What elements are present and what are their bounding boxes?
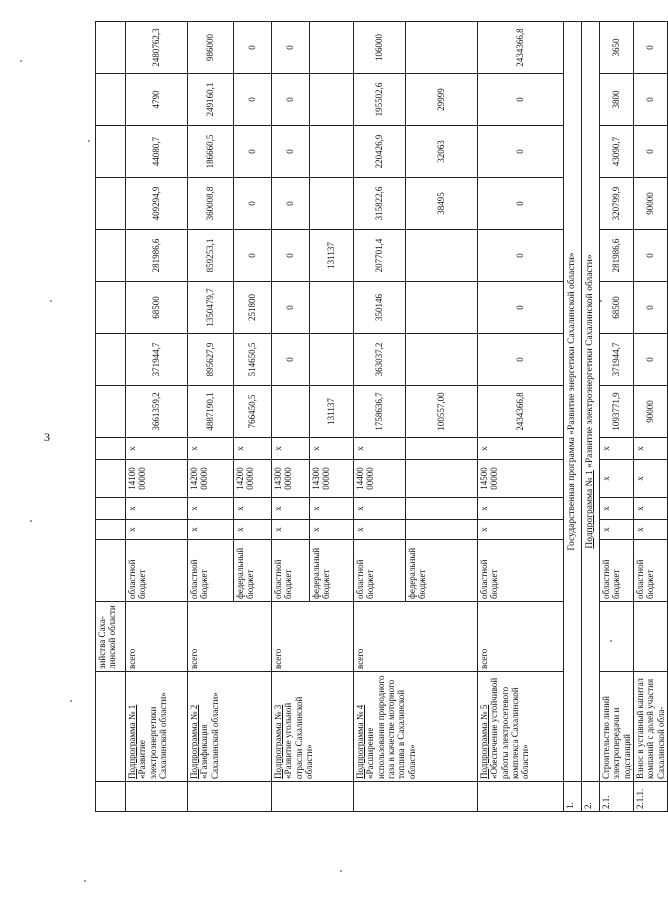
amount-cell: 0 — [634, 126, 668, 178]
amount-cell: 44080,7 — [126, 126, 188, 178]
code-cell: x — [188, 520, 234, 540]
amount-cell: 32063 — [406, 126, 478, 178]
code-cell: x — [634, 520, 668, 540]
amount-cell: 895627,9 — [188, 334, 234, 386]
row-number — [188, 782, 272, 812]
amount-cell: 68500 — [126, 282, 188, 334]
table-row — [126, 22, 188, 812]
amount-cell: 0 — [634, 334, 668, 386]
table-body — [96, 22, 668, 812]
amount-cell: 90000 — [634, 386, 668, 438]
code-cell — [406, 498, 478, 520]
code-cell: x — [310, 520, 354, 540]
amount-cell — [272, 386, 310, 438]
coexecutor-cell: всего — [478, 602, 564, 672]
row-number: 2.1. — [600, 782, 634, 812]
program-heading — [582, 22, 600, 782]
program-heading-text: Государственная программа «Развитие энергетики Сахалинской области» — [567, 252, 578, 551]
amount-cell — [406, 22, 478, 74]
code-cell: x — [354, 438, 406, 460]
amount-cell: 409294,9 — [126, 178, 188, 230]
table-row — [96, 22, 126, 812]
amount-cell: 1350479,7 — [188, 282, 234, 334]
amount-cell: 766450,5 — [234, 386, 272, 438]
scan-speck — [88, 140, 90, 142]
code-cell: x — [310, 438, 354, 460]
amount-cell: 371944,7 — [126, 334, 188, 386]
subprogram-name — [354, 672, 478, 782]
amount-cell: 251800 — [234, 282, 272, 334]
scan-speck — [70, 700, 72, 702]
funding-source: федеральный бюджет — [234, 540, 272, 602]
code-cell — [406, 520, 478, 540]
scan-speck — [610, 640, 612, 642]
code-cell: x — [234, 520, 272, 540]
amount-cell: 0 — [272, 334, 310, 386]
row-number: 1. — [564, 782, 582, 812]
code-cell: x — [272, 520, 310, 540]
code-cell — [406, 438, 478, 460]
funding-source: областной бюджет — [272, 540, 310, 602]
amount-cell: 0 — [478, 126, 564, 178]
code-cell: x — [600, 520, 634, 540]
code-cell: x — [126, 498, 188, 520]
amount-cell: 0 — [634, 74, 668, 126]
amount-cell: 360008,8 — [188, 178, 234, 230]
code-cell: x — [354, 498, 406, 520]
amount-cell: 4790 — [126, 74, 188, 126]
amount-cell: 0 — [478, 74, 564, 126]
subprogram-label: Подпрограмма № 5 — [479, 704, 489, 779]
budget-code: x — [634, 460, 668, 498]
funding-source: областной бюджет — [354, 540, 406, 602]
amount-cell: 859253,1 — [188, 230, 234, 282]
amount-cell: 350146 — [354, 282, 406, 334]
amount-cell: 0 — [478, 282, 564, 334]
table-row — [564, 22, 582, 812]
measure-name: Строительство линий электропередачи и подстанций — [600, 672, 634, 782]
budget-code: 14300 00000 — [272, 460, 310, 498]
coexecutor-cell — [634, 602, 668, 672]
table-row — [354, 22, 406, 812]
scan-speck — [84, 880, 86, 882]
table-row — [272, 22, 310, 812]
header-fragment: зийства Саха- линской области — [96, 602, 126, 672]
amount-cell: 0 — [234, 74, 272, 126]
code-cell: x — [634, 498, 668, 520]
scan-speck — [20, 60, 22, 62]
amount-cell: 2480762,3 — [126, 22, 188, 74]
subprogram-name — [478, 672, 564, 782]
coexecutor-cell: всего — [126, 602, 188, 672]
table-row — [582, 22, 600, 812]
amount-cell: 131137 — [310, 386, 354, 438]
amount-cell: 281986,6 — [126, 230, 188, 282]
budget-code: 14200 00000 — [234, 460, 272, 498]
code-cell: x — [234, 438, 272, 460]
amount-cell — [310, 126, 354, 178]
row-number: 2.1.1. — [634, 782, 668, 812]
amount-cell: 2434366,8 — [478, 386, 564, 438]
program-heading-text: «Развитие электроэнергетики Сахалинской области» — [585, 254, 596, 471]
amount-cell: 207701,4 — [354, 230, 406, 282]
amount-cell: 0 — [634, 282, 668, 334]
funding-source: областной бюджет — [188, 540, 234, 602]
subprogram-name — [188, 672, 272, 782]
row-number — [272, 782, 354, 812]
amount-cell: 2434366,8 — [478, 22, 564, 74]
subprogram-title: «Развитие электроэнергетики Сахалинской области» — [137, 692, 169, 779]
amount-cell: 3650 — [600, 22, 634, 74]
coexecutor-cell: всего — [272, 602, 354, 672]
subprogram-label: Подпрограмма № 4 — [355, 704, 365, 779]
amount-cell: 131137 — [310, 230, 354, 282]
amount-cell: 0 — [234, 230, 272, 282]
code-cell: x — [126, 438, 188, 460]
amount-cell: 0 — [234, 126, 272, 178]
row-number — [478, 782, 564, 812]
amount-cell: 0 — [634, 230, 668, 282]
program-heading — [564, 22, 582, 782]
scan-speck — [600, 300, 602, 302]
table-row — [600, 22, 634, 812]
amount-cell: 0 — [272, 126, 310, 178]
amount-cell: 4887190,1 — [188, 386, 234, 438]
amount-cell: 0 — [272, 22, 310, 74]
amount-cell: 0 — [272, 230, 310, 282]
amount-cell: 514650,5 — [234, 334, 272, 386]
measure-name: Взнос в уставный капитал компаний с долей участия Сахалинской обла- — [634, 672, 668, 782]
amount-cell: 0 — [272, 74, 310, 126]
scan-speck — [50, 300, 52, 302]
amount-cell: 0 — [234, 22, 272, 74]
coexecutor-cell — [600, 602, 634, 672]
code-cell: x — [600, 498, 634, 520]
subprogram-label: Подпрограмма № 2 — [189, 704, 199, 779]
code-cell: x — [234, 498, 272, 520]
code-cell: x — [478, 498, 564, 520]
amount-cell: 1758636,7 — [354, 386, 406, 438]
table-row — [634, 22, 668, 812]
budget-code: x — [600, 460, 634, 498]
budget-code: 14400 00000 — [354, 460, 406, 498]
code-cell: x — [188, 498, 234, 520]
budget-code: 14100 00000 — [126, 460, 188, 498]
budget-code: 14200 00000 — [188, 460, 234, 498]
subprogram-name — [126, 672, 188, 782]
amount-cell: 0 — [478, 178, 564, 230]
amount-cell: 281986,6 — [600, 230, 634, 282]
amount-cell: 100557,00 — [406, 386, 478, 438]
budget-code — [406, 460, 478, 498]
amount-cell: 186660,5 — [188, 126, 234, 178]
program-heading-label: Подпрограмма № 1 — [585, 470, 596, 549]
row-number: 2. — [582, 782, 600, 812]
amount-cell: 1093771,9 — [600, 386, 634, 438]
amount-cell: 38495 — [406, 178, 478, 230]
budget-table — [95, 21, 668, 812]
subprogram-title: «Газификация Сахалинской области» — [199, 692, 220, 779]
amount-cell: 68500 — [600, 282, 634, 334]
rotated-table-container — [95, 22, 666, 812]
code-cell: x — [126, 520, 188, 540]
amount-cell: 3661359,2 — [126, 386, 188, 438]
amount-cell: 315822,6 — [354, 178, 406, 230]
amount-cell: 90000 — [634, 178, 668, 230]
code-cell: x — [188, 438, 234, 460]
funding-source: областной бюджет — [600, 540, 634, 602]
code-cell: x — [310, 498, 354, 520]
budget-code: 14300 00000 — [310, 460, 354, 498]
code-cell: x — [354, 520, 406, 540]
scan-speck — [340, 870, 342, 872]
amount-cell: 986000 — [188, 22, 234, 74]
code-cell: x — [478, 520, 564, 540]
amount-cell — [406, 334, 478, 386]
amount-cell: 320799,9 — [600, 178, 634, 230]
funding-source: областной бюджет — [126, 540, 188, 602]
amount-cell — [310, 74, 354, 126]
subprogram-label: Подпрограмма № 3 — [273, 704, 283, 779]
coexecutor-cell: всего — [354, 602, 478, 672]
table-row — [478, 22, 564, 812]
table-row — [188, 22, 234, 812]
budget-code: 14500 00000 — [478, 460, 564, 498]
amount-cell: 0 — [478, 334, 564, 386]
amount-cell: 106000 — [354, 22, 406, 74]
code-cell: x — [272, 438, 310, 460]
subprogram-label: Подпрограмма № 1 — [127, 704, 137, 779]
amount-cell: 29999 — [406, 74, 478, 126]
amount-cell: 3800 — [600, 74, 634, 126]
amount-cell: 0 — [234, 178, 272, 230]
amount-cell — [406, 282, 478, 334]
funding-source: областной бюджет — [478, 540, 564, 602]
row-number — [126, 782, 188, 812]
amount-cell: 371944,7 — [600, 334, 634, 386]
coexecutor-cell: всего — [188, 602, 272, 672]
amount-cell: 0 — [478, 230, 564, 282]
funding-source: федеральный бюджет — [406, 540, 478, 602]
amount-cell — [406, 230, 478, 282]
amount-cell: 0 — [634, 22, 668, 74]
amount-cell: 363037,2 — [354, 334, 406, 386]
page-number: 3 — [44, 430, 50, 444]
code-cell: x — [634, 438, 668, 460]
subprogram-name — [272, 672, 354, 782]
code-cell: x — [600, 438, 634, 460]
amount-cell — [310, 22, 354, 74]
amount-cell: 195502,6 — [354, 74, 406, 126]
amount-cell: 0 — [272, 178, 310, 230]
amount-cell — [310, 178, 354, 230]
code-cell: x — [272, 498, 310, 520]
subprogram-title: «Развитие угольной отрасли Сахалинской области» — [283, 696, 315, 779]
amount-cell — [310, 334, 354, 386]
amount-cell: 220426,9 — [354, 126, 406, 178]
scan-speck — [30, 520, 32, 522]
amount-cell: 43090,7 — [600, 126, 634, 178]
amount-cell — [310, 282, 354, 334]
subprogram-title: «Расширение использования природного газа в качестве моторного топлива в Сахалинской области» — [365, 675, 417, 779]
amount-cell: 0 — [272, 282, 310, 334]
amount-cell: 249160,1 — [188, 74, 234, 126]
row-number — [354, 782, 478, 812]
code-cell: x — [478, 438, 564, 460]
subprogram-title: «Обеспечение устойчивой работы электросетевого комплекса Сахалинской области» — [489, 677, 531, 779]
funding-source: областной бюджет — [634, 540, 668, 602]
funding-source: федеральный бюджет — [310, 540, 354, 602]
